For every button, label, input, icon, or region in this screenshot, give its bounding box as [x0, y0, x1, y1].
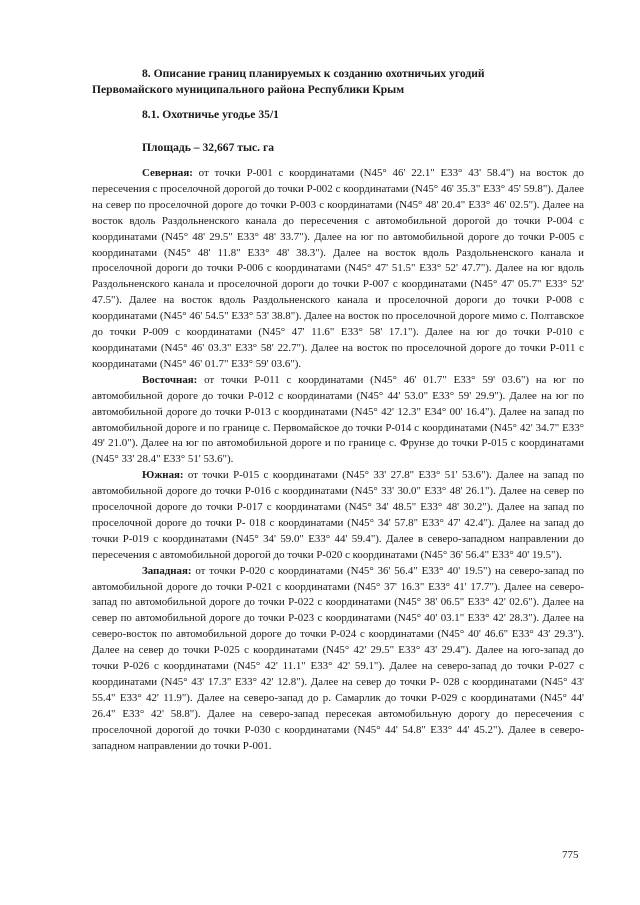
boundary-description [92, 166, 584, 755]
area-line: Площадь – 32,667 тыс. га [142, 141, 275, 154]
section-heading-line-1: 8. Описание границ планируемых к созданию охотничьих угодий [142, 67, 485, 80]
north-boundary-label: Северная: [142, 167, 193, 179]
south-boundary-label: Южная: [142, 469, 184, 482]
south-boundary-text: от точки Р-015 с координатами (N45° 33' 27.8" E33° 51' 53.6"). Далее на запад по автомобильной дороге до точки Р-016 с координатами (N45° 33' 30.0" E33° 48' 26.1"). Далее на север по проселочной дороге до точки Р-017 с координатами (N45° 34' 48.5" E33° 48' 30.2"). Далее на запад по проселочной дороге до точки Р- 018 с координатами (N45° 34' 57.8" E33° 47' 42.4"). Далее на запад до точки Р-019 с координатами (N45° 34' 59.0" E33° 44' 59.4"). Далее в северо-западном направлении до пересечения с автомобильной дорогой до точки Р-020 с координатами (N45° 36' 56.4" E33° 40' 19.5"). [92, 469, 584, 561]
page-number: 775 [562, 849, 579, 861]
north-boundary-paragraph [92, 166, 584, 373]
west-boundary-label: Западная: [142, 564, 192, 577]
east-boundary-text: от точки Р-011 с координатами (N45° 46' 01.7" E33° 59' 03.6") на юг по автомобильной дороге до точки Р-012 с координатами (N45° 44' 53.0" E33° 59' 29.9"). Далее на юг по автомобильной дороге до точки Р-013 с координатами (N45° 42' 12.3" E34° 00' 16.4"). Далее на запад по автомобильной дороге и по границе с. Первомайское до точки Р-014 с координатами (N45° 42' 34.7" E33° 49' 21.0"). Далее на юг по автомобильной дороге и по границе с. Фрунзе до точки Р-015 с координатами (N45° 33' 28.4" E33° 51' 53.6"). [92, 373, 584, 466]
section-heading-line-2: Первомайского муниципального района Республики Крым [92, 83, 405, 96]
section-heading [92, 66, 532, 98]
south-boundary-paragraph [92, 468, 584, 563]
west-boundary-text: от точки Р-020 с координатами (N45° 36' 56.4" E33° 40' 19.5") на северо-запад по автомобильной дороге до точки Р-021 с координатами (N45° 37' 16.3" E33° 41' 17.7"). Далее на северо-запад по автомобильной дороге до точки Р-022 с координатами (N45° 38' 06.5" E33° 42' 02.6"). Далее на север по автомобильной дороге до точки Р-023 с координатами (N45° 40' 03.1" E33° 42' 28.3"). Далее на северо-восток по автомобильной дороге до точки Р-024 с координатами (N45° 40' 46.6" E33° 43' 29.3"). Далее на север до точки Р-025 с координатами (N45° 42' 29.5" E33° 43' 29.4"). Далее на юго-запад до точки Р-026 с координатами (N45° 42' 11.1" E33° 42' 59.1"). Далее на северо-запад до точки Р-027 с координатами (N45° 43' 17.3" E33° 42' 12.8"). Далее на север до точки Р- 028 с координатами (N45° 43' 55.4" E33° 42' 11.9"). Далее на северо-запад до р. Самарлик до точки Р-029 с координатами (N45° 44' 26.4" E33° 42' 58.8"). Далее на северо-запад пересекая автомобильную дорогу до пересечения с проселочной дорогой до точки Р-030 с координатами (N45° 44' 54.8" E33° 44' 45.2"). Далее в северо-западном направлении до точки Р-001. [92, 564, 584, 752]
west-boundary-paragraph [92, 564, 584, 755]
north-boundary-text: от точки Р-001 с координатами (N45° 46' 22.1" E33° 43' 58.4") на восток до пересечения с проселочной дорогой до точки Р-002 с координатами (N45° 46' 35.3" E33° 45' 59.8"). Далее на север по проселочной дороге до точки Р-003 с координатами (N45° 48' 20.4" E33° 46' 02.5"). Далее на восток вдоль Раздольненского канала до пересечения с автомобильной дорогой до точки Р-004 с координатами (N45° 48' 29.5" E33° 48' 33.7"). Далее на юг по автомобильной дороге до точки Р-005 с координатами (N45° 48' 11.8" E33° 48' 38.3"). Далее на восток вдоль Раздольненского канала и проселочной дороги до точки Р-006 с координатами (N45° 47' 51.5" E33° 52' 47.7"). Далее на юг вдоль Раздольненского канала и проселочной дороги до точки Р-007 с координатами (N45° 47' 05.7" E33° 52' 47.5"). Далее на восток вдоль Раздольненского канала и проселочной дороги до точки Р-008 с координатами (N45° 46' 54.5" E33° 53' 38.8"). Далее на восток по проселочной дороге мимо с. Полтавское до точки Р-009 с координатами (N45° 47' 11.6" E33° 58' 17.1"). Далее на юг до точки Р-010 с координатами (N45° 46' 03.3" E33° 58' 22.7"). Далее на восток по проселочной дороге до точки Р-011 с координатами (N45° 46' 01.7" E33° 59' 03.6"). [92, 167, 584, 370]
east-boundary-paragraph [92, 373, 584, 468]
subsection-heading: 8.1. Охотничье угодье 35/1 [142, 108, 279, 121]
east-boundary-label: Восточная: [142, 373, 198, 386]
